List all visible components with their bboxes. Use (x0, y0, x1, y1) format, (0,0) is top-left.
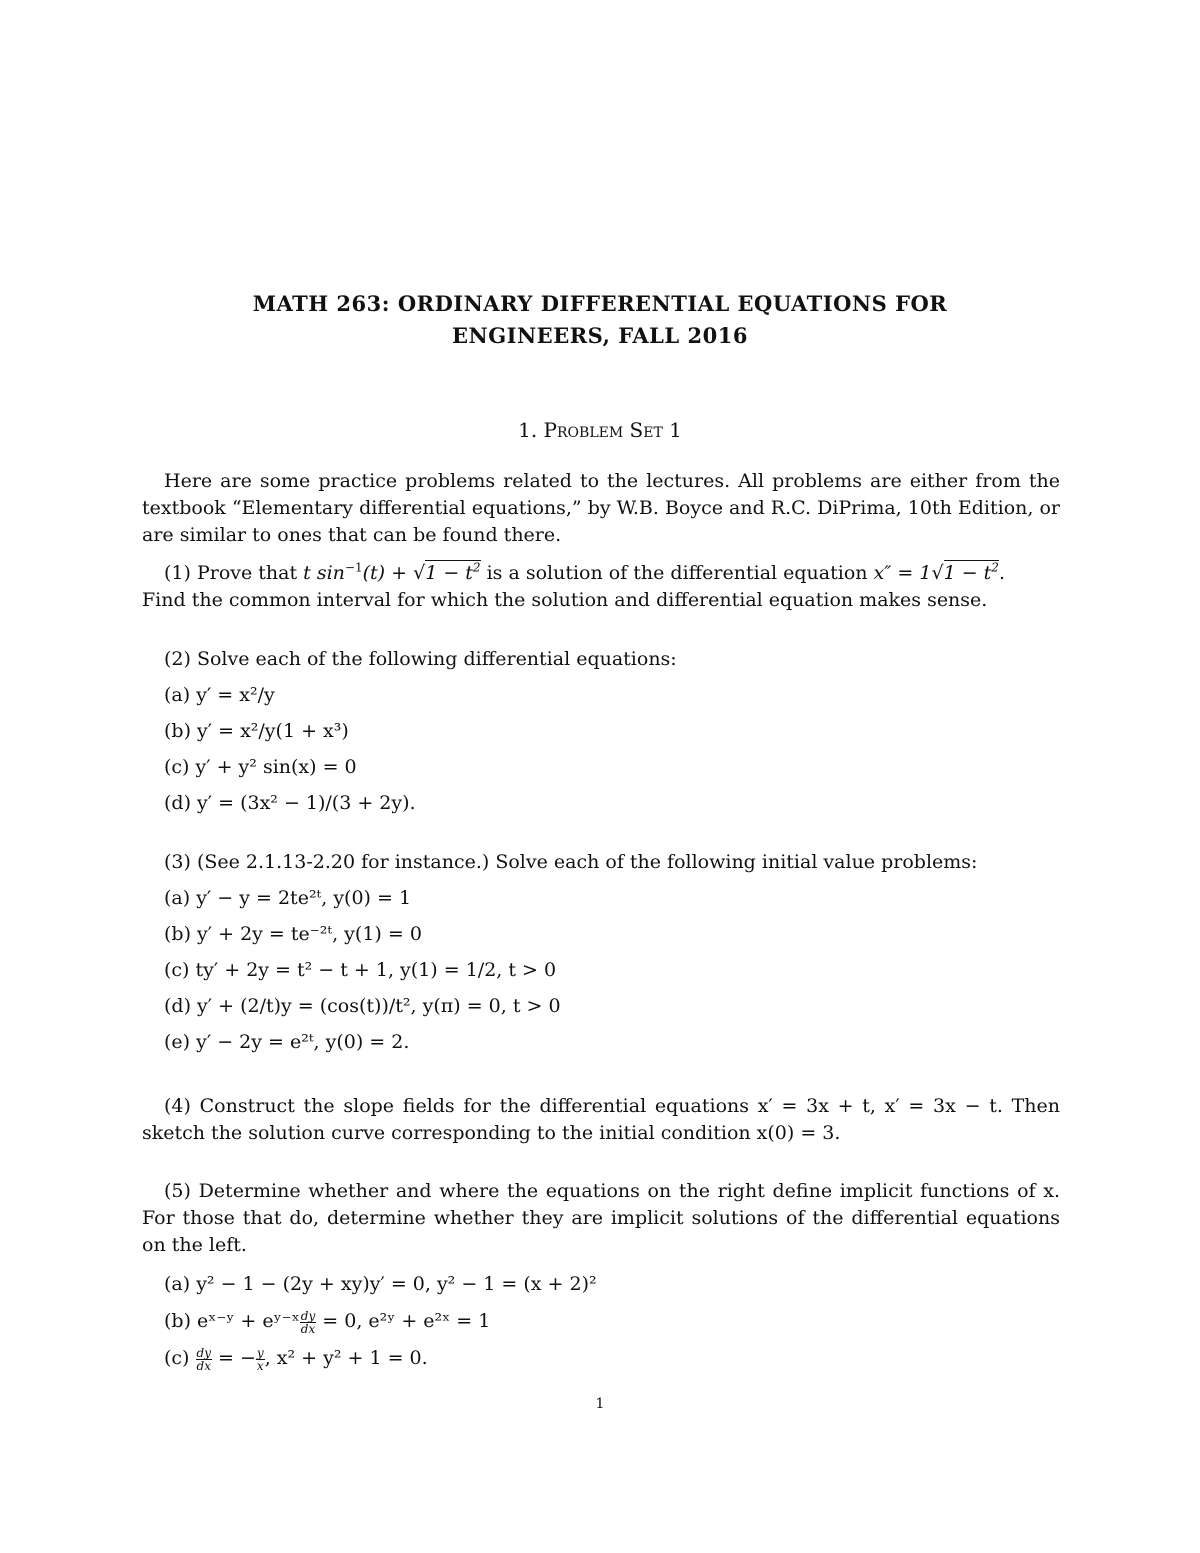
title-line-2: ENGINEERS, FALL 2016 (452, 323, 748, 348)
problem-2-d: (d) y′ = (3x² − 1)/(3 + 2y). (164, 792, 416, 814)
problem-1-sqrt2 (944, 560, 999, 584)
intro-paragraph (142, 468, 1060, 549)
problem-3 (142, 849, 1060, 1056)
fraction-numerator: y (256, 1345, 264, 1360)
problem-5-a: (a) y² − 1 − (2y + xy)y′ = 0, y² − 1 = (x + 2)² (164, 1273, 597, 1295)
problem-3-c: (c) ty′ + 2y = t² − t + 1, y(1) = 1/2, t > 0 (164, 959, 557, 981)
problem-1-sqrt1 (425, 560, 480, 584)
problem-2-a: (a) y′ = x²/y (164, 684, 275, 706)
problem-1-sqrt1-sup: 2 (472, 560, 481, 575)
problem-5-c-fraction-1 (196, 1347, 212, 1372)
fraction-denominator: dx (196, 1358, 211, 1373)
problem-1 (142, 560, 1060, 614)
problem-1-prefix: (1) Prove that (164, 562, 304, 584)
problem-5-c-fraction-2 (256, 1347, 265, 1372)
problem-3-d: (d) y′ + (2/t)y = (cos(t))/t², y(π) = 0, t > 0 (164, 995, 561, 1017)
problem-5-b-fraction (300, 1310, 316, 1335)
document-title (0, 288, 1200, 352)
section-heading: 1. Problem Set 1 (518, 418, 682, 442)
intro-text: Here are some practice problems related to the lectures. All problems are either from the textbook “Elementary differential equations,” by W.B. Boyce and R.C. DiPrima, 10th Edition, or are similar to ones that can be found there. (142, 470, 1060, 546)
problem-1-mid: is a solution of the differential equation (480, 562, 874, 584)
problem-5-b-pre: (b) eˣ⁻ʸ + eʸ⁻ˣ (164, 1310, 300, 1332)
problem-3-intro: (3) (See 2.1.13-2.20 for instance.) Solve each of the following initial value problems: (164, 851, 978, 873)
problem-1-expr2: x″ = 1 (873, 562, 932, 584)
problem-1-sqrt2-text: 1 − t (943, 562, 992, 584)
problem-5-b (142, 1308, 1060, 1335)
problem-3-a: (a) y′ − y = 2te²ᵗ, y(0) = 1 (164, 887, 412, 909)
problem-5-c-post: , x² + y² + 1 = 0. (264, 1347, 428, 1369)
problem-1-line-1: (1) Prove that t $\sin^{-1}(t) + √1 - t^2$ is a solution of the differential equation $x'' = 1√1 - t^2$. (164, 560, 1005, 584)
problem-1-end: . (998, 562, 1005, 584)
fraction-numerator: dy (196, 1345, 211, 1360)
fraction-denominator: dx (300, 1321, 316, 1336)
page-number: 1 (595, 1396, 605, 1412)
problem-2-b: (b) y′ = x²/y(1 + x³) (164, 720, 349, 742)
fraction-denominator: x (256, 1358, 264, 1373)
problem-1-expr1-sup: −1 (344, 560, 363, 575)
problem-1-sqrt2-sup: 2 (991, 560, 999, 575)
problem-3-b: (b) y′ + 2y = te⁻²ᵗ, y(1) = 0 (164, 923, 422, 945)
problem-5-c-mid: = − (211, 1347, 256, 1369)
problem-2 (142, 646, 1060, 817)
problem-5-c (142, 1345, 1060, 1372)
problem-1-sqrt1-text: 1 − t (425, 562, 473, 584)
problem-2-intro: (2) Solve each of the following differential equations: (164, 648, 677, 670)
problem-5-text: (5) Determine whether and where the equations on the right define implicit functions of x. For those that do, determine whether they are implicit solutions of the differential equations on the left. (142, 1180, 1060, 1256)
problem-4 (142, 1093, 1060, 1147)
problem-5-c-pre: (c) (164, 1347, 196, 1369)
problem-3-e: (e) y′ − 2y = e²ᵗ, y(0) = 2. (164, 1031, 410, 1053)
problem-1-expr1: t sin (303, 562, 345, 584)
problem-1-expr1-rest: (t) + (362, 562, 414, 584)
problem-5-b-post: = 0, e²ʸ + e²ˣ = 1 (316, 1310, 491, 1332)
problem-2-c: (c) y′ + y² sin(x) = 0 (164, 756, 357, 778)
fraction-numerator: dy (300, 1308, 316, 1323)
title-line-1: MATH 263: ORDINARY DIFFERENTIAL EQUATIONS FOR (252, 291, 948, 316)
problem-5 (142, 1178, 1060, 1372)
problem-1-line-2: Find the common interval for which the solution and differential equation makes sense. (142, 589, 988, 611)
problem-4-text: (4) Construct the slope fields for the differential equations x′ = 3x + t, x′ = 3x − t. Then sketch the solution curve corresponding to the initial condition x(0) = 3. (142, 1095, 1060, 1144)
